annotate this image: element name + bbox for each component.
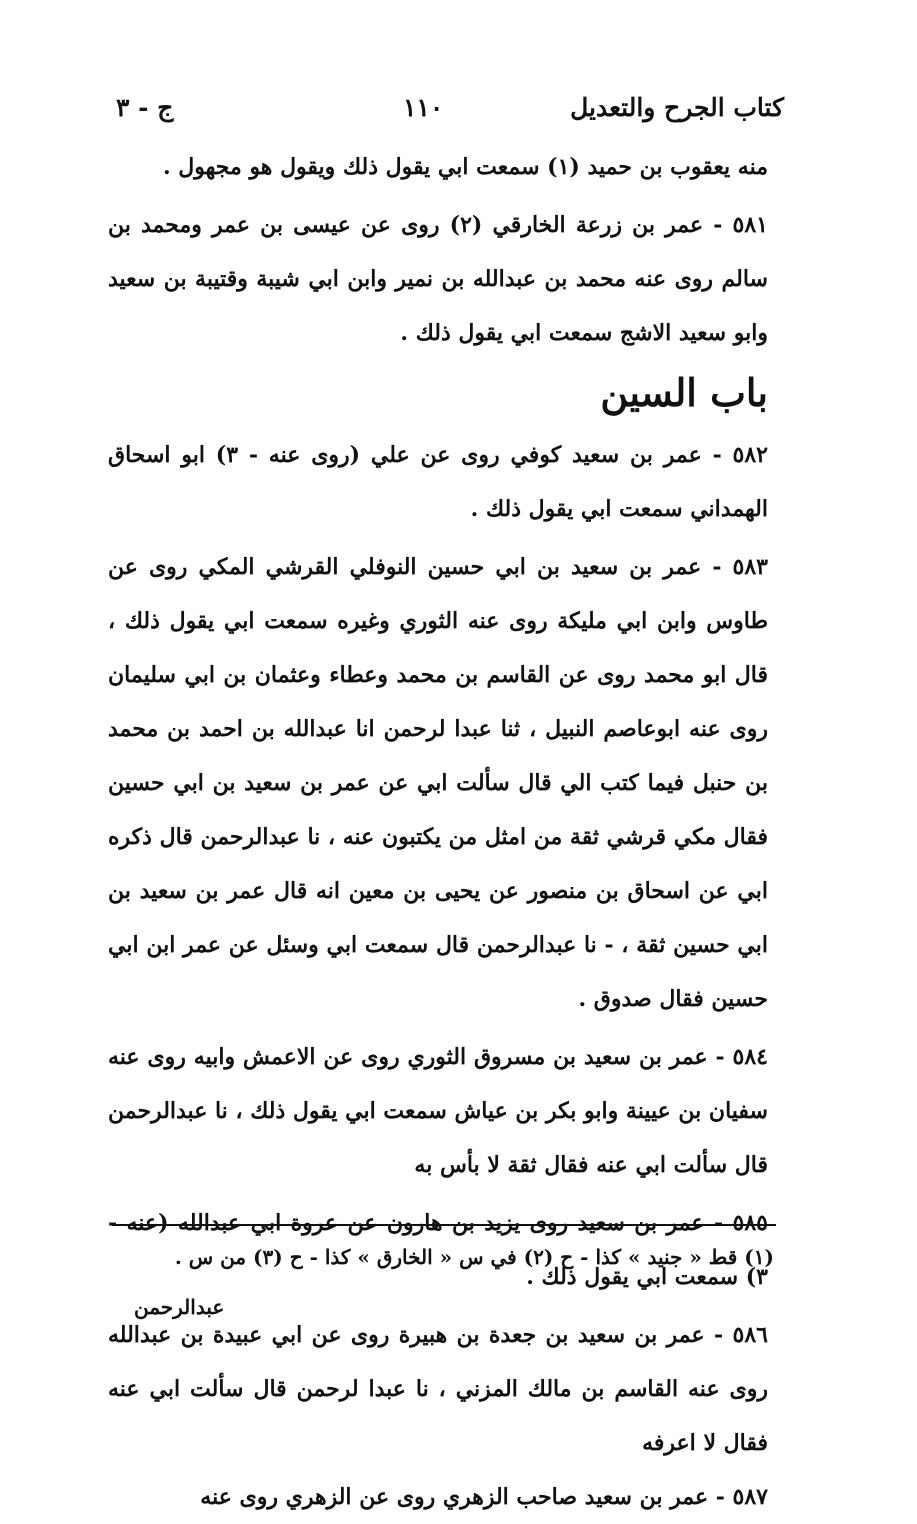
entry-584: ٥٨٤ - عمر بن سعيد بن مسروق الثوري روى عن الاعمش وابيه روى عنه سفيان بن عيينة وابو بكر بن عياش سمعت ابي يقول ذلك ، نا عبدالرحمن قال سألت ابي عنه فقال ثقة لا بأس به [107,1044,768,1178]
entry-581: ٥٨١ - عمر بن زرعة الخارقي (٢) روى عن عيسى بن عمر ومحمد بن سالم روى عنه محمد بن عبدالله بن نمير وابن ابي شيبة وقتيبة بن سعيد وابو سعيد الاشج سمعت ابي يقول ذلك . [108,212,768,346]
book-title: كتاب الجرح والتعديل [570,93,784,122]
entry-585: ٥٨٥ - عمر بن سعيد روى يزيد بن هارون عن عروة ابي عبدالله (عنه - ٣) سمعت ابي يقول ذلك . [108,1210,768,1290]
footnotes [110,1232,774,1332]
entry-583: ٥٨٣ - عمر بن سعيد بن ابي حسين النوفلي القرشي المكي روى عن طاوس وابن ابي مليكة روى عنه الثوري وغيره سمعت ابي يقول ذلك ، قال ابو محمد روى عن القاسم بن محمد وعطاء وعثمان بن ابي سليمان روى عنه ابوعاصم النبيل ، ثنا عبدا لرحمن انا عبدالله بن احمد بن محمد بن حنبل فيما كتب الي قال سألت ابي عن عمر بن سعيد بن ابي حسين فقال مكي قرشي ثقة من امثل من يكتبون عنه ، نا عبدالرحمن قال ذكره ابي عن اسحاق بن منصور عن يحيى بن معين انه قال عمر بن سعيد بن ابي حسين ثقة ، - نا عبدالرحمن قال سمعت ابي وسئل عن عمر ابن ابي حسين فقال صدوق . [108,554,768,1012]
page-number: ١١٠ [403,93,444,122]
running-header [108,86,784,130]
footnote-continuation: عبدالرحمن [134,1295,225,1319]
footnote-line: (١) قط « جنيد » كذا - ح (٢) في س « الخارق » كذا - ح (٣) من س . [174,1245,774,1269]
entry-587: ٥٨٧ - عمر بن سعيد صاحب الزهري روى عن الزهري روى عنه [200,1484,768,1510]
section-heading: باب السين [600,370,768,415]
footnote-divider [112,1224,776,1226]
entry-582: ٥٨٢ - عمر بن سعيد كوفي روى عن علي (روى عنه - ٣) ابو اسحاق الهمداني سمعت ابي يقول ذلك . [108,442,768,522]
entry-586: ٥٨٦ - عمر بن سعيد بن جعدة بن هبيرة روى عن ابي عبيدة بن عبدالله روى عنه القاسم بن مالك المزني ، نا عبدا لرحمن قال سألت ابي عنه فقال لا اعرفه [108,1322,768,1456]
paragraph: منه يعقوب بن حميد (١) سمعت ابي يقول ذلك ويقول هو مجهول . [162,154,768,180]
volume-label: ج - ٣ [116,93,174,122]
